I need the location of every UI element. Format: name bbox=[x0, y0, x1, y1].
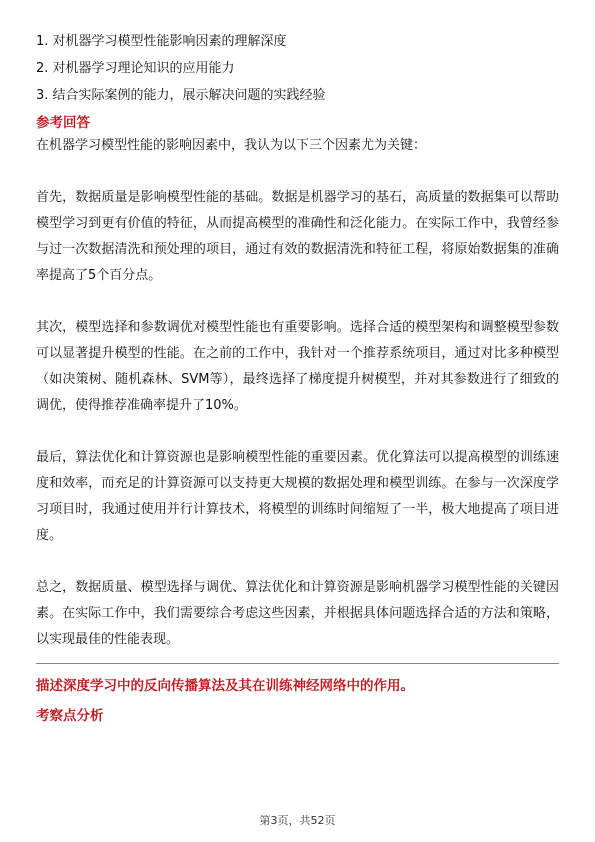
answer-paragraph: 总之，数据质量、模型选择与调优、算法优化和计算资源是影响机器学习模型性能的关键因素。在实际工作中，我们需要综合考虑这些因素，并根据具体问题选择合适的方法和策略，以实现最佳的性能表现。 bbox=[36, 580, 559, 647]
page-content bbox=[36, 32, 559, 726]
next-question-title: 描述深度学习中的反向传播算法及其在训练神经网络中的作用。 bbox=[36, 678, 414, 694]
answer-body bbox=[36, 133, 559, 653]
criteria-list bbox=[36, 32, 559, 106]
reference-answer-label: 参考回答 bbox=[36, 115, 90, 131]
answer-paragraph: 其次，模型选择和参数调优对模型性能也有重要影响。选择合适的模型架构和调整模型参数可以显著提升模型的性能。在之前的工作中，我针对一个推荐系统项目，通过对比多种模型（如决策树、随机森林、SVM等），最终选择了梯度提升树模型，并对其参数进行了细致的调优，使得推荐准确率提升了10%。 bbox=[36, 320, 559, 413]
answer-paragraph: 最后，算法优化和计算资源也是影响模型性能的重要因素。优化算法可以提高模型的训练速度和效率，而充足的计算资源可以支持更大规模的数据处理和模型训练。在参与一次深度学习项目时，我通过使用并行计算技术，将模型的训练时间缩短了一半，极大地提高了项目进度。 bbox=[36, 450, 559, 543]
answer-paragraph: 首先，数据质量是影响模型性能的基础。数据是机器学习的基石，高质量的数据集可以帮助模型学习到更有价值的特征，从而提高模型的准确性和泛化能力。在实际工作中，我曾经参与过一次数据清洗和预处理的项目，通过有效的数据清洗和特征工程，将原始数据集的准确率提高了5个百分点。 bbox=[36, 190, 559, 283]
criteria-item: 2. 对机器学习理论知识的应用能力 bbox=[36, 61, 235, 76]
criteria-item: 1. 对机器学习模型性能影响因素的理解深度 bbox=[36, 34, 287, 49]
section-divider bbox=[36, 663, 559, 664]
page-number: 第3页，共52页 bbox=[259, 814, 336, 827]
analysis-label: 考察点分析 bbox=[36, 708, 104, 724]
answer-intro: 在机器学习模型性能的影响因素中，我认为以下三个因素尤为关键： bbox=[36, 138, 427, 153]
criteria-item: 3. 结合实际案例的能力，展示解决问题的实践经验 bbox=[36, 88, 326, 103]
